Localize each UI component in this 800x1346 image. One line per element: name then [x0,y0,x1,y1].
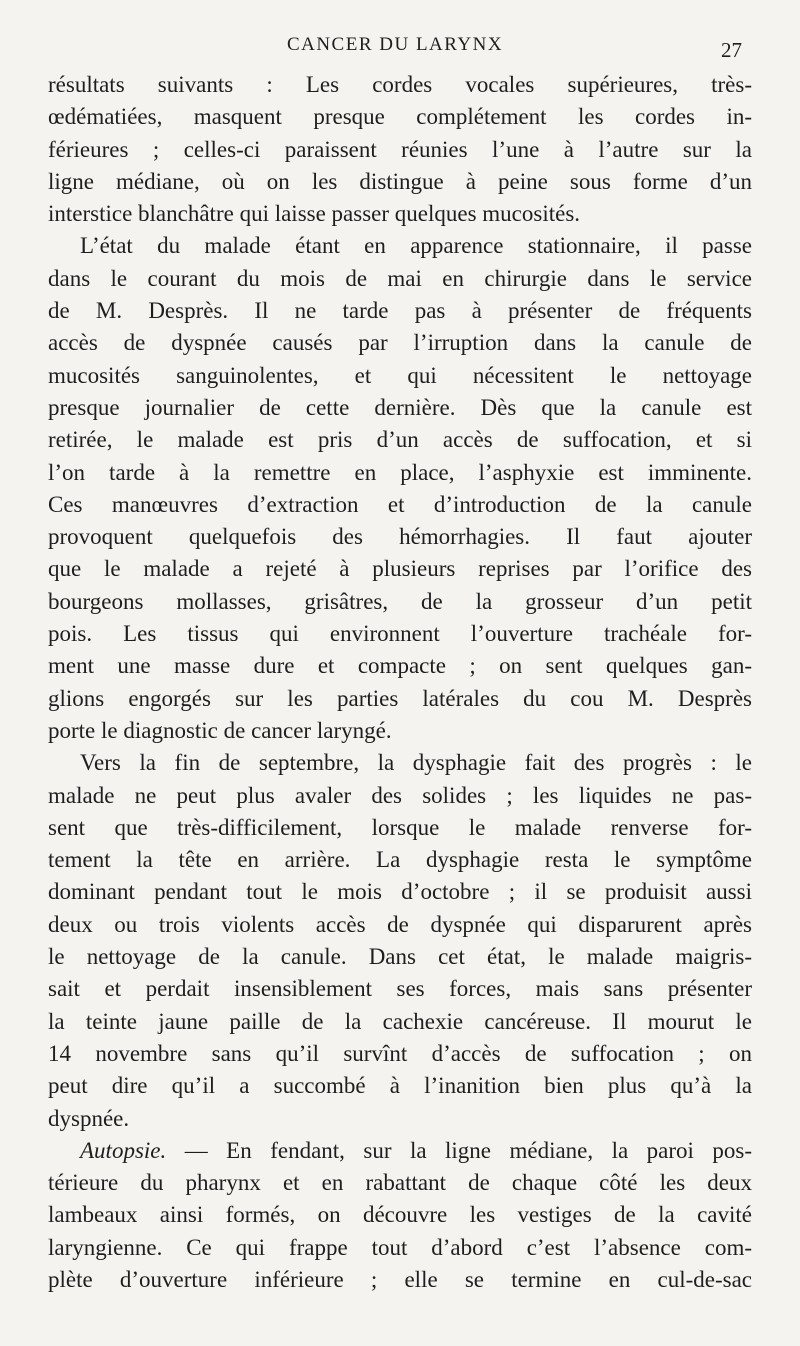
text-line: retirée, le malade est pris d’un accès de suffocation, et si [48,427,752,453]
text-line: lambeaux ainsi formés, on découvre les vestiges de la cavité [48,1202,752,1228]
text-line: ligne médiane, où on les distingue à peine sous forme d’un [48,168,752,194]
running-title: CANCER DU LARYNX [286,34,504,55]
autopsie-first-line [48,1135,752,1167]
text-line: que le malade a rejeté à plusieurs reprises par l’orifice des [48,556,752,582]
text-line: laryngienne. Ce qui frappe tout d’abord c’est l’absence com- [48,1234,752,1260]
autopsie-label: Autopsie. [80,1137,167,1163]
text-line: malade ne peut plus avaler des solides ; les liquides ne pas- [48,782,752,808]
text-line: œdématiées, masquent presque complétement les cordes in- [48,104,752,130]
text-line: deux ou trois violents accès de dyspnée qui disparurent après [48,911,752,937]
text-line: sait et perdait insensiblement ses forces, mais sans présenter [48,976,752,1002]
text-line: sent que très-difficilement, lorsque le malade renverse for- [48,814,752,840]
text-line: accès de dyspnée causés par l’irruption dans la canule de [48,330,752,356]
text-line: tement la tête en arrière. La dysphagie resta le symptôme [48,847,752,873]
page-header [48,34,742,64]
text-line: pois. Les tissus qui environnent l’ouverture trachéale for- [48,621,752,647]
text-line: l’on tarde à la remettre en place, l’asphyxie est imminente. [48,459,752,485]
body-text [48,69,752,1296]
text-line: le nettoyage de la canule. Dans cet état, le malade maigris- [48,944,752,970]
text-line: résultats suivants : Les cordes vocales supérieures, très- [48,72,752,97]
text-line: la teinte jaune paille de la cachexie cancéreuse. Il mourut le [48,1008,752,1034]
text-line: ment une masse dure et compacte ; on sent quelques gan- [48,653,752,679]
text-line: presque journalier de cette dernière. Dès que la canule est [48,394,752,420]
text-line: L’état du malade étant en apparence stationnaire, il passe [80,233,752,259]
text-line: Ces manœuvres d’extraction et d’introduction de la canule [48,491,752,517]
autopsie-first-line-rest: — En fendant, sur la ligne médiane, la paroi pos- [166,1137,752,1163]
text-line: dans le courant du mois de mai en chirurgie dans le service [48,265,752,291]
text-line: bourgeons mollasses, grisâtres, de la grosseur d’un petit [48,588,752,614]
text-line: 14 novembre sans qu’il survînt d’accès de suffocation ; on [48,1040,752,1066]
text-line: de M. Desprès. Il ne tarde pas à présenter de fréquents [48,298,752,324]
text-line: mucosités sanguinolentes, et qui nécessitent le nettoyage [48,362,752,388]
text-line: porte le diagnostic de cancer laryngé. [48,717,392,743]
text-line: peut dire qu’il a succombé à l’inanition bien plus qu’à la [48,1073,752,1099]
text-line: férieures ; celles-ci paraissent réunies l’une à l’autre sur la [48,136,752,162]
text-line: dyspnée. [48,1105,130,1131]
text-line: dominant pendant tout le mois d’octobre ; il se produisit aussi [48,879,752,905]
text-line: Vers la fin de septembre, la dysphagie fait des progrès : le [80,750,752,776]
page-number: 27 [721,38,742,62]
text-line: interstice blanchâtre qui laisse passer quelques mucosités. [48,201,581,227]
text-line: glions engorgés sur les parties latérales du cou M. Desprès [48,685,752,711]
text-line: plète d’ouverture inférieure ; elle se termine en cul-de-sac [48,1266,752,1292]
text-line: provoquent quelquefois des hémorrhagies. Il faut ajouter [48,524,752,550]
text-line: térieure du pharynx et en rabattant de chaque côté les deux [48,1170,752,1196]
